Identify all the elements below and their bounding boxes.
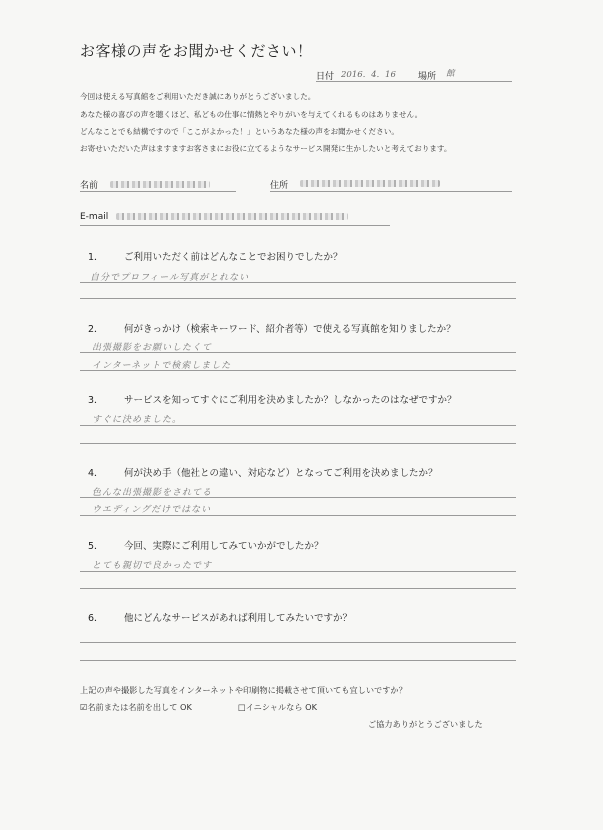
address-underline	[270, 191, 512, 192]
address-redacted	[300, 180, 440, 187]
consent-option-name[interactable]: ☑名前または名前を出して OK	[80, 702, 192, 712]
page-title: お客様の声をお聞かせください！	[80, 42, 313, 60]
intro-line: お寄せいただいた声はますますお客さまにお役に立てるようなサービス開発に生かしたいと考えております。	[80, 144, 452, 153]
question-text: ご利用いただく前はどんなことでお困りでしたか？	[124, 252, 343, 263]
consent-option-initial[interactable]: □イニシャルなら OK	[238, 702, 317, 712]
place-label: 場所	[418, 72, 437, 82]
place-value: 館	[446, 69, 455, 79]
question-number: 2．	[88, 324, 104, 335]
answer-text: 色んな出張撮影をされてる	[92, 488, 213, 498]
address-label: 住所	[270, 181, 289, 191]
question-number: 1．	[88, 252, 104, 263]
date-label: 日付	[316, 72, 335, 82]
thanks-text: ご協力ありがとうございました	[368, 719, 483, 729]
email-underline	[80, 225, 390, 226]
answer-line	[80, 370, 516, 371]
question-number: 3．	[88, 395, 104, 406]
consent-question: 上記の声や撮影した写真をインターネットや印刷物に掲載させて頂いても宜しいですか？	[80, 685, 407, 695]
answer-line	[80, 352, 516, 353]
answer-line	[80, 298, 516, 299]
email-label: E-mail	[80, 212, 109, 222]
question-number: 4．	[88, 468, 104, 479]
intro-line: どんなことでも結構ですので「ここがよかった！」というあなた様の声をお聞かせください。	[80, 127, 399, 136]
question-text: 今回、実際にご利用してみていかがでしたか？	[124, 541, 324, 552]
answer-line	[80, 571, 516, 572]
question-text: サービスを知ってすぐにご利用を決めましたか？しなかったのはなぜですか？	[124, 395, 457, 406]
email-redacted	[116, 213, 348, 220]
date-underline	[316, 81, 512, 82]
date-value: 2016．4．16	[341, 70, 396, 80]
answer-text: すぐに決めました。	[92, 415, 183, 425]
intro-line: あなた様の喜びの声を聴くほど、私どもの仕事に情熱とやりがいを与えてくれるものはありません。	[80, 110, 423, 119]
question-text: 何がきっかけ（検索キーワード、紹介者等）で使える写真館を知りましたか？	[124, 324, 456, 335]
question-number: 5．	[88, 541, 104, 552]
answer-text: 出張撮影をお願いしたくて	[92, 343, 213, 353]
answer-line	[80, 642, 516, 643]
intro-line: 今回は使える写真館をご利用いただき誠にありがとうございました。	[80, 92, 316, 101]
answer-text: インターネットで検索しました	[92, 361, 232, 371]
question-number: 6．	[88, 613, 104, 624]
answer-line	[80, 425, 516, 426]
answer-line	[80, 282, 516, 283]
answer-text: ウエディングだけではない	[92, 505, 212, 515]
name-label: 名前	[80, 181, 99, 191]
answer-line	[80, 660, 516, 661]
answer-line	[80, 515, 516, 516]
question-text: 他にどんなサービスがあれば利用してみたいですか？	[124, 613, 353, 624]
answer-line	[80, 588, 516, 589]
answer-line	[80, 443, 516, 444]
answer-text: とても親切で良かったです	[92, 561, 213, 571]
name-redacted	[110, 181, 210, 188]
question-text: 何が決め手（他社との違い、対応など）となってご利用を決めましたか？	[124, 468, 438, 479]
answer-text: 自分でプロフィール写真がとれない	[90, 273, 250, 283]
name-underline	[80, 191, 236, 192]
answer-line	[80, 497, 516, 498]
